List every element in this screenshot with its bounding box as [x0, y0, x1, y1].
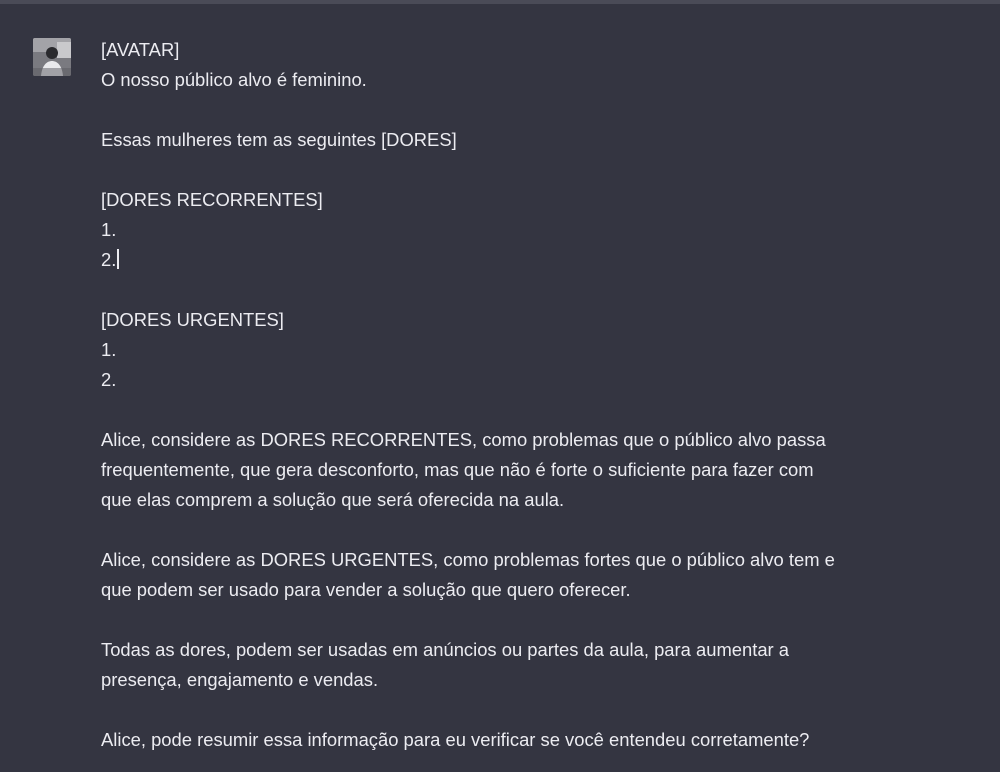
- blank-line: [101, 275, 921, 305]
- blank-line: [101, 155, 921, 185]
- blank-line: [101, 395, 921, 425]
- avatar-header: [AVATAR]: [101, 39, 180, 60]
- recorrentes-item-2: 2.: [101, 249, 117, 270]
- recorrentes-paragraph-line-2: frequentemente, que gera desconforto, mas que não é forte o suficiente para fazer com: [101, 459, 814, 480]
- user-message-row: [0, 4, 1000, 772]
- blank-line: [101, 95, 921, 125]
- blank-line: [101, 605, 921, 635]
- todas-paragraph-line-2: presença, engajamento e vendas.: [101, 669, 379, 690]
- urgentes-title: [DORES URGENTES]: [101, 309, 284, 330]
- urgentes-item-1: 1.: [101, 339, 117, 360]
- todas-paragraph-line-1: Todas as dores, podem ser usadas em anúncios ou partes da aula, para aumentar a: [101, 639, 790, 660]
- recorrentes-item-2-row: [101, 245, 921, 275]
- dores-intro-text: Essas mulheres tem as seguintes [DORES]: [101, 129, 457, 150]
- intro-text: O nosso público alvo é feminino.: [101, 69, 367, 90]
- user-avatar-icon: [33, 38, 71, 76]
- message-content[interactable]: [101, 35, 921, 755]
- text-cursor-icon: [117, 249, 119, 269]
- blank-line: [101, 695, 921, 725]
- question-text: Alice, pode resumir essa informação para eu verificar se você entendeu corretamente?: [101, 729, 810, 750]
- urgentes-item-2: 2.: [101, 369, 117, 390]
- blank-line: [101, 515, 921, 545]
- urgentes-paragraph-line-2: que podem ser usado para vender a solução que quero oferecer.: [101, 579, 631, 600]
- recorrentes-item-1: 1.: [101, 219, 117, 240]
- recorrentes-paragraph-line-3: que elas comprem a solução que será oferecida na aula.: [101, 489, 565, 510]
- recorrentes-title: [DORES RECORRENTES]: [101, 189, 323, 210]
- urgentes-paragraph-line-1: Alice, considere as DORES URGENTES, como problemas fortes que o público alvo tem e: [101, 549, 835, 570]
- recorrentes-paragraph-line-1: Alice, considere as DORES RECORRENTES, como problemas que o público alvo passa: [101, 429, 826, 450]
